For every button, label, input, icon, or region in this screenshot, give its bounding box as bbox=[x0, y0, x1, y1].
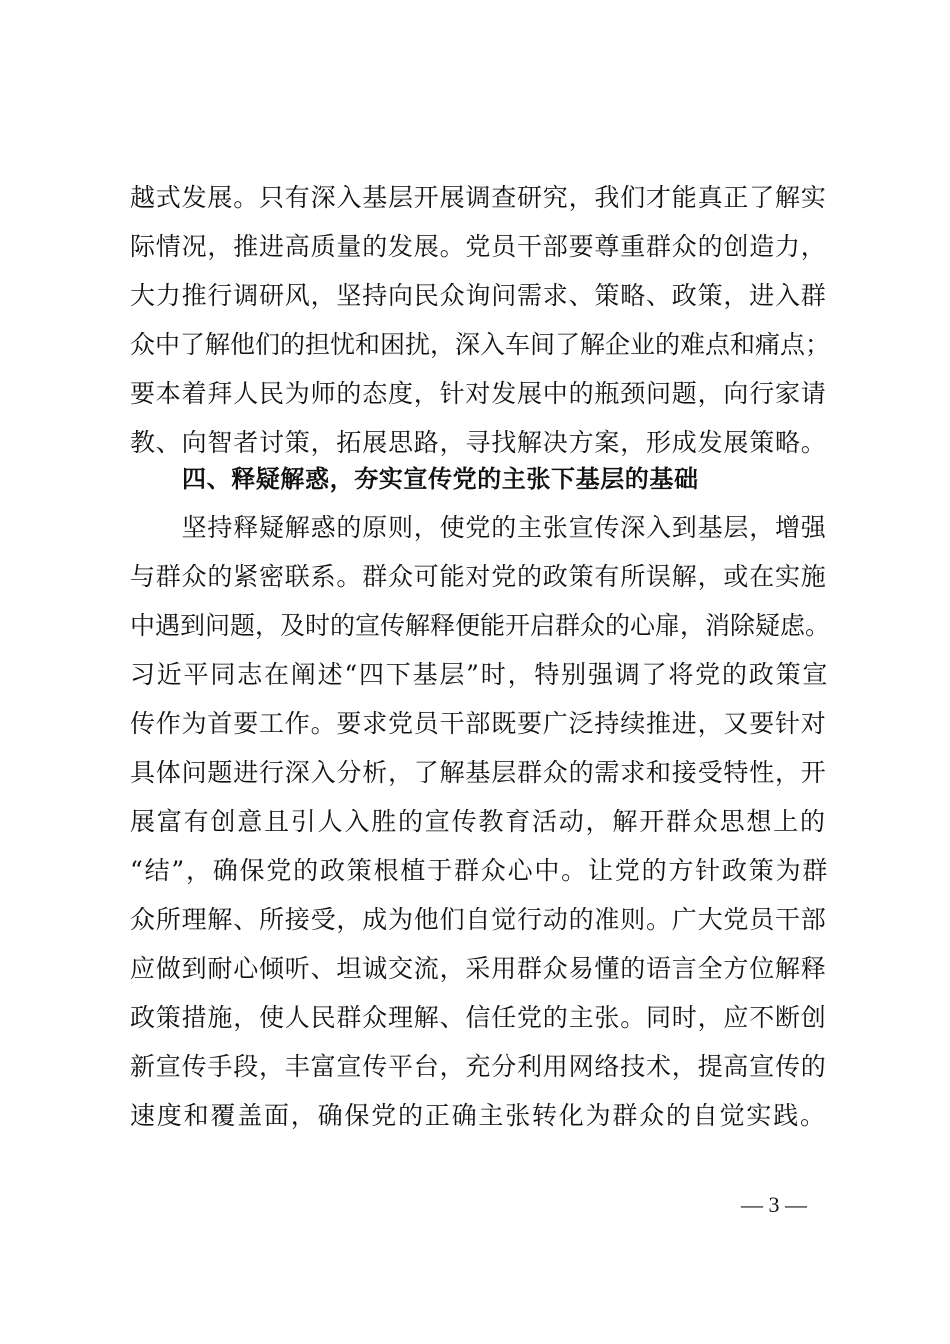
text-line: 速度和覆盖面，确保党的正确主张转化为群众的自觉实践。 bbox=[130, 1101, 827, 1130]
text-line: 坚持释疑解惑的原则，使党的主张宣传深入到基层，增强 bbox=[130, 513, 827, 542]
text-line: 具体问题进行深入分析，了解基层群众的需求和接受特性，开 bbox=[130, 758, 827, 787]
text-line: 中遇到问题，及时的宣传解释便能开启群众的心扉，消除疑虑。 bbox=[130, 611, 831, 640]
text-line: 应做到耐心倾听、坦诚交流，采用群众易懂的语言全方位解释 bbox=[130, 954, 827, 983]
text-line: 际情况，推进高质量的发展。党员干部要尊重群众的创造力， bbox=[130, 232, 827, 261]
text-line: 政策措施，使人民群众理解、信任党的主张。同时，应不断创 bbox=[130, 1003, 827, 1032]
text-line: 展富有创意且引人入胜的宣传教育活动，解开群众思想上的 bbox=[130, 807, 827, 836]
text-line: 越式发展。只有深入基层开展调查研究，我们才能真正了解实 bbox=[130, 183, 827, 212]
section-heading: 四、释疑解惑，夯实宣传党的主张下基层的基础 bbox=[182, 465, 699, 493]
text-line: 要本着拜人民为师的态度，针对发展中的瓶颈问题，向行家请 bbox=[130, 379, 827, 408]
text-line: “结”，确保党的政策根植于群众心中。让党的方针政策为群 bbox=[130, 856, 830, 885]
text-line: 习近平同志在阐述“四下基层”时，特别强调了将党的政策宣 bbox=[130, 660, 830, 689]
text-line: 大力推行调研风，坚持向民众询问需求、策略、政策，进入群 bbox=[130, 281, 827, 310]
text-line: 新宣传手段，丰富宣传平台，充分利用网络技术，提高宣传的 bbox=[130, 1052, 827, 1081]
page-number: — 3 — bbox=[741, 1192, 807, 1217]
text-line: 与群众的紧密联系。群众可能对党的政策有所误解，或在实施 bbox=[130, 562, 827, 591]
text-line: 传作为首要工作。要求党员干部既要广泛持续推进，又要针对 bbox=[130, 709, 827, 738]
text-line: 教、向智者讨策，拓展思路，寻找解决方案，形成发展策略。 bbox=[130, 428, 827, 457]
text-line: 众中了解他们的担忧和困扰，深入车间了解企业的难点和痛点； bbox=[130, 330, 831, 359]
text-line: 众所理解、所接受，成为他们自觉行动的准则。广大党员干部 bbox=[130, 905, 827, 934]
